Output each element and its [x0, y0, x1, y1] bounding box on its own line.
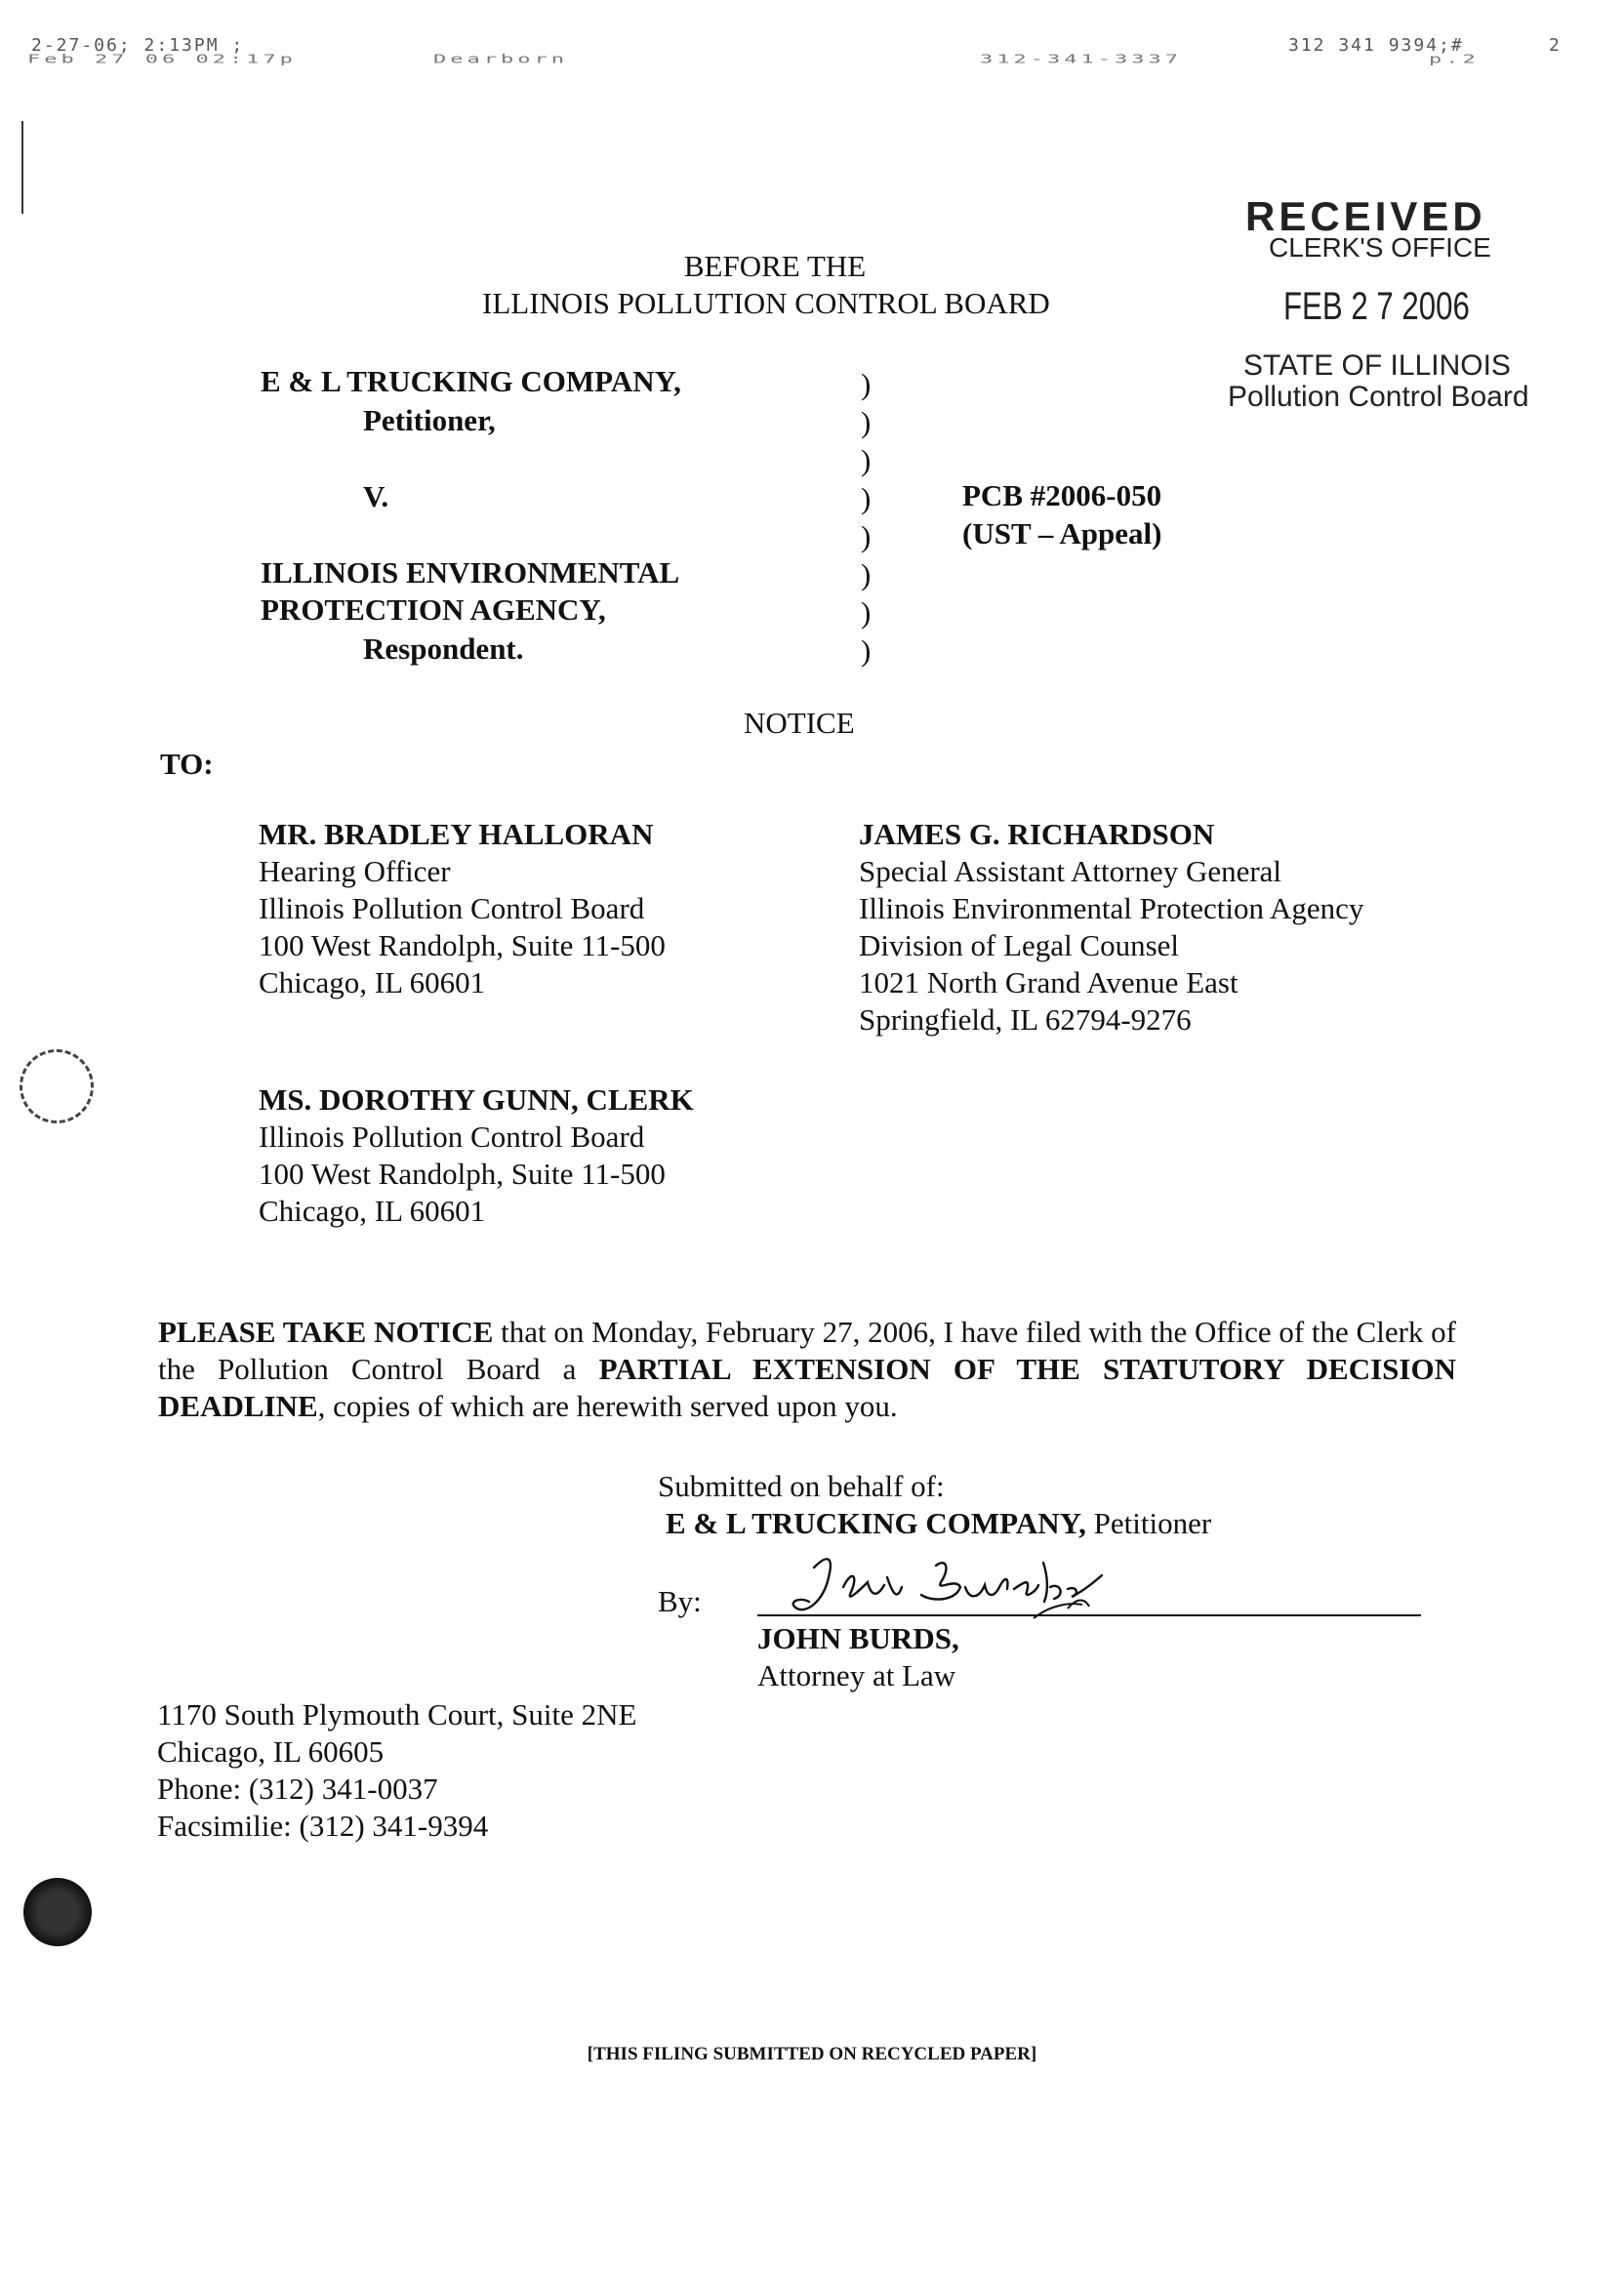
stamp-state: STATE OF ILLINOIS	[1243, 349, 1511, 382]
recipient-line: Chicago, IL 60601	[259, 965, 486, 999]
recycled-paper-footer: [THIS FILING SUBMITTED ON RECYCLED PAPER]	[587, 2044, 1037, 2064]
fax-header-underlay: Feb 27 06 02:17p	[27, 53, 297, 66]
fax-number: 312 341 9394;#	[1288, 35, 1464, 56]
heading-board-name: ILLINOIS POLLUTION CONTROL BOARD	[482, 286, 1050, 320]
recipient-line: Chicago, IL 60601	[259, 1194, 486, 1228]
fax-header-dearborn: Dearborn	[433, 53, 568, 66]
punch-hole-mark	[23, 1878, 92, 1946]
recipient-line: Springfield, IL 62794-9276	[859, 1002, 1192, 1037]
recipient-name: JAMES G. RICHARDSON	[859, 817, 1215, 851]
recipient-richardson	[859, 816, 1363, 1039]
address-line: Facsimilie: (312) 341-9394	[157, 1809, 489, 1843]
notice-title: NOTICE	[744, 706, 855, 740]
stamp-received: RECEIVED	[1245, 193, 1486, 239]
respondent-role: Respondent.	[363, 632, 524, 666]
company-role: Petitioner	[1085, 1506, 1212, 1540]
recipient-line: Special Assistant Attorney General	[859, 854, 1282, 888]
to-label: TO:	[160, 747, 214, 781]
notice-text: , copies of which are herewith served upon you.	[317, 1389, 898, 1423]
case-number: PCB #2006-050	[962, 478, 1162, 512]
recipient-line: 1021 North Grand Avenue East	[859, 965, 1238, 999]
attorney-address	[157, 1696, 636, 1845]
petitioner-name: E & L TRUCKING COMPANY,	[261, 364, 681, 398]
recipient-line: 100 West Randolph, Suite 11-500	[259, 1157, 666, 1191]
fax-header-center-number: 312-341-3337	[980, 53, 1182, 66]
recipient-line: Illinois Environmental Protection Agency	[859, 891, 1364, 925]
petitioner-role: Petitioner,	[363, 403, 496, 437]
versus: V.	[363, 479, 389, 513]
caption-parens: ) ) ) ) ) ) ) )	[861, 367, 872, 668]
company-name: E & L TRUCKING COMPANY,	[666, 1506, 1086, 1540]
case-type: (UST – Appeal)	[962, 516, 1162, 550]
notice-body	[158, 1314, 1456, 1425]
recipient-line: 100 West Randolph, Suite 11-500	[259, 928, 666, 962]
by-label: By:	[658, 1584, 702, 1618]
recipient-line: Hearing Officer	[259, 854, 451, 888]
recipient-name: MS. DOROTHY GUNN, CLERK	[259, 1082, 694, 1117]
stamp-board: Pollution Control Board	[1228, 381, 1529, 413]
stamp-date: FEB 2 7 2006	[1283, 285, 1470, 328]
submitting-party	[666, 1505, 1211, 1542]
punch-hole-mark	[20, 1049, 94, 1123]
recipient-name: MR. BRADLEY HALLORAN	[259, 817, 654, 851]
attorney-name: JOHN BURDS,	[757, 1621, 959, 1655]
stamp-clerks-office: CLERK'S OFFICE	[1269, 232, 1491, 263]
recipient-line: Illinois Pollution Control Board	[259, 891, 645, 925]
fax-timestamp: 2-27-06; 2:13PM ;	[31, 35, 245, 56]
respondent-name-line1: ILLINOIS ENVIRONMENTAL	[261, 555, 680, 590]
heading-before-the: BEFORE THE	[683, 249, 867, 283]
filed-document-title: PARTIAL EXTENSION OF THE STATUTORY DECISION DEADLINE	[158, 1352, 1456, 1423]
scan-margin-line	[21, 121, 23, 214]
recipient-gunn	[259, 1081, 694, 1230]
address-line: Chicago, IL 60605	[157, 1734, 385, 1769]
recipient-line: Division of Legal Counsel	[859, 928, 1180, 962]
address-line: Phone: (312) 341-0037	[157, 1772, 438, 1806]
recipient-halloran	[259, 816, 666, 1001]
fax-page-number: 2	[1549, 35, 1562, 56]
attorney-title: Attorney at Law	[757, 1658, 956, 1692]
address-line: 1170 South Plymouth Court, Suite 2NE	[157, 1697, 637, 1732]
recipient-line: Illinois Pollution Control Board	[259, 1120, 645, 1154]
fax-page-number-underlay: p.2	[1429, 53, 1480, 66]
notice-lead: PLEASE TAKE NOTICE	[158, 1315, 494, 1349]
notice-text: that on Monday, February 27, 2006, I have filed with the Office of the Clerk of the Pollution Control Board a	[158, 1315, 1456, 1386]
respondent-name-line2: PROTECTION AGENCY,	[261, 592, 606, 627]
submitted-on-behalf: Submitted on behalf of:	[658, 1469, 945, 1503]
